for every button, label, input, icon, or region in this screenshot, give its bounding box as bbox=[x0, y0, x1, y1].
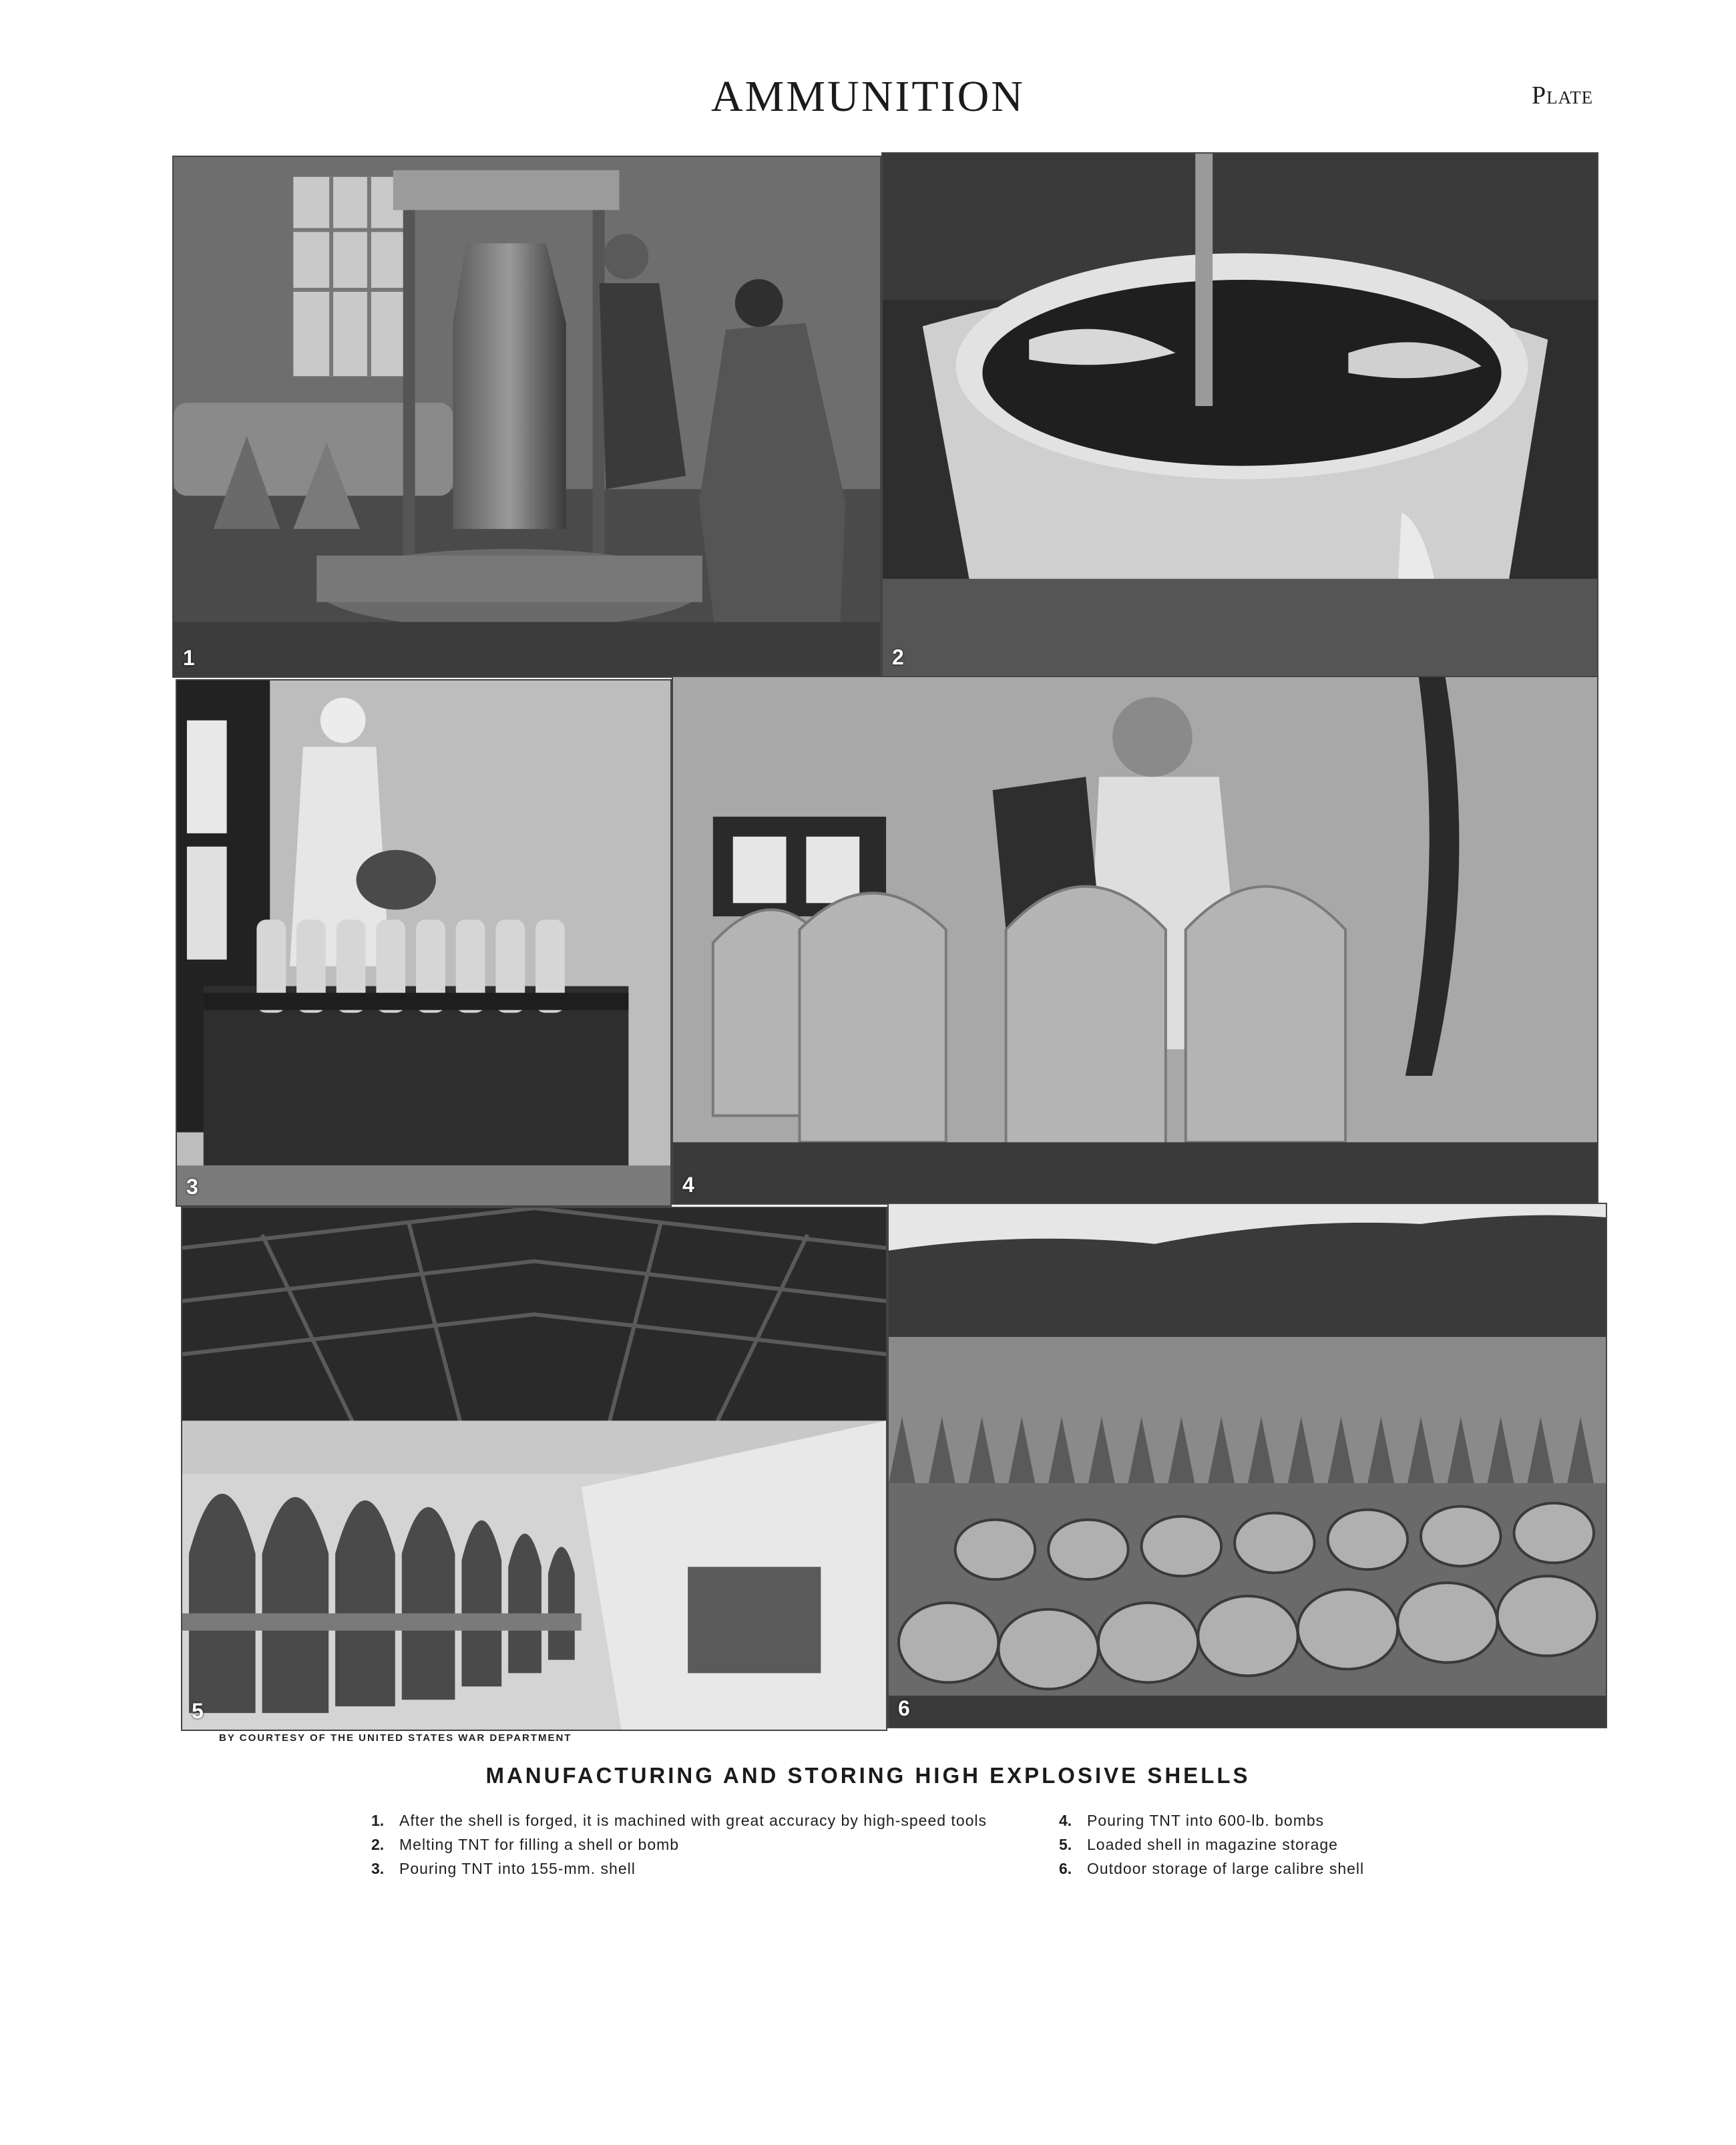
photo-6 bbox=[887, 1203, 1607, 1728]
caption-item bbox=[1059, 1832, 1526, 1857]
caption-item-text: Pouring TNT into 155-mm. shell bbox=[399, 1860, 636, 1877]
photo-5 bbox=[181, 1207, 887, 1731]
caption-column-right bbox=[1059, 1808, 1526, 1881]
photo-3 bbox=[176, 679, 672, 1207]
photo-number: 3 bbox=[186, 1175, 198, 1199]
caption-item bbox=[1059, 1857, 1526, 1881]
photo-2-image bbox=[883, 154, 1597, 676]
caption-item bbox=[371, 1832, 1029, 1857]
photo-6-image bbox=[889, 1204, 1606, 1727]
plate-label: Plate bbox=[1532, 81, 1594, 110]
caption-item-number: 4. bbox=[1059, 1812, 1072, 1829]
caption-item-text: Outdoor storage of large calibre shell bbox=[1087, 1860, 1365, 1877]
caption-column-left bbox=[371, 1808, 1029, 1881]
caption-item-number: 1. bbox=[371, 1812, 385, 1829]
caption-item-number: 5. bbox=[1059, 1836, 1072, 1853]
photo-1 bbox=[172, 156, 881, 678]
caption-item-number: 3. bbox=[371, 1860, 385, 1877]
photo-3-image bbox=[177, 680, 670, 1205]
photo-number: 2 bbox=[892, 645, 904, 669]
caption-item-number: 6. bbox=[1059, 1860, 1072, 1877]
caption-item-number: 2. bbox=[371, 1836, 385, 1853]
photo-number: 1 bbox=[183, 646, 195, 670]
photo-credit: BY COURTESY OF THE UNITED STATES WAR DEPARTMENT bbox=[219, 1732, 572, 1744]
caption-item bbox=[371, 1857, 1029, 1881]
caption-title: MANUFACTURING AND STORING HIGH EXPLOSIVE SHELLS bbox=[485, 1763, 1251, 1788]
caption-item bbox=[371, 1808, 1029, 1832]
photo-number: 5 bbox=[192, 1699, 204, 1723]
caption-item-text: Melting TNT for filling a shell or bomb bbox=[399, 1836, 680, 1853]
caption-item-text: Pouring TNT into 600-lb. bombs bbox=[1087, 1812, 1325, 1829]
photo-number: 6 bbox=[898, 1696, 910, 1720]
photo-1-image bbox=[174, 157, 880, 676]
caption-item bbox=[1059, 1808, 1526, 1832]
caption-item-text: Loaded shell in magazine storage bbox=[1087, 1836, 1338, 1853]
photo-2 bbox=[881, 152, 1598, 677]
caption-item-text: After the shell is forged, it is machined with great accuracy by high-speed tools bbox=[399, 1812, 988, 1829]
photo-5-image bbox=[182, 1208, 886, 1730]
photo-number: 4 bbox=[682, 1173, 694, 1197]
photo-4-image bbox=[673, 677, 1597, 1203]
page-title: AMMUNITION bbox=[711, 72, 1025, 121]
photo-4 bbox=[672, 676, 1598, 1205]
